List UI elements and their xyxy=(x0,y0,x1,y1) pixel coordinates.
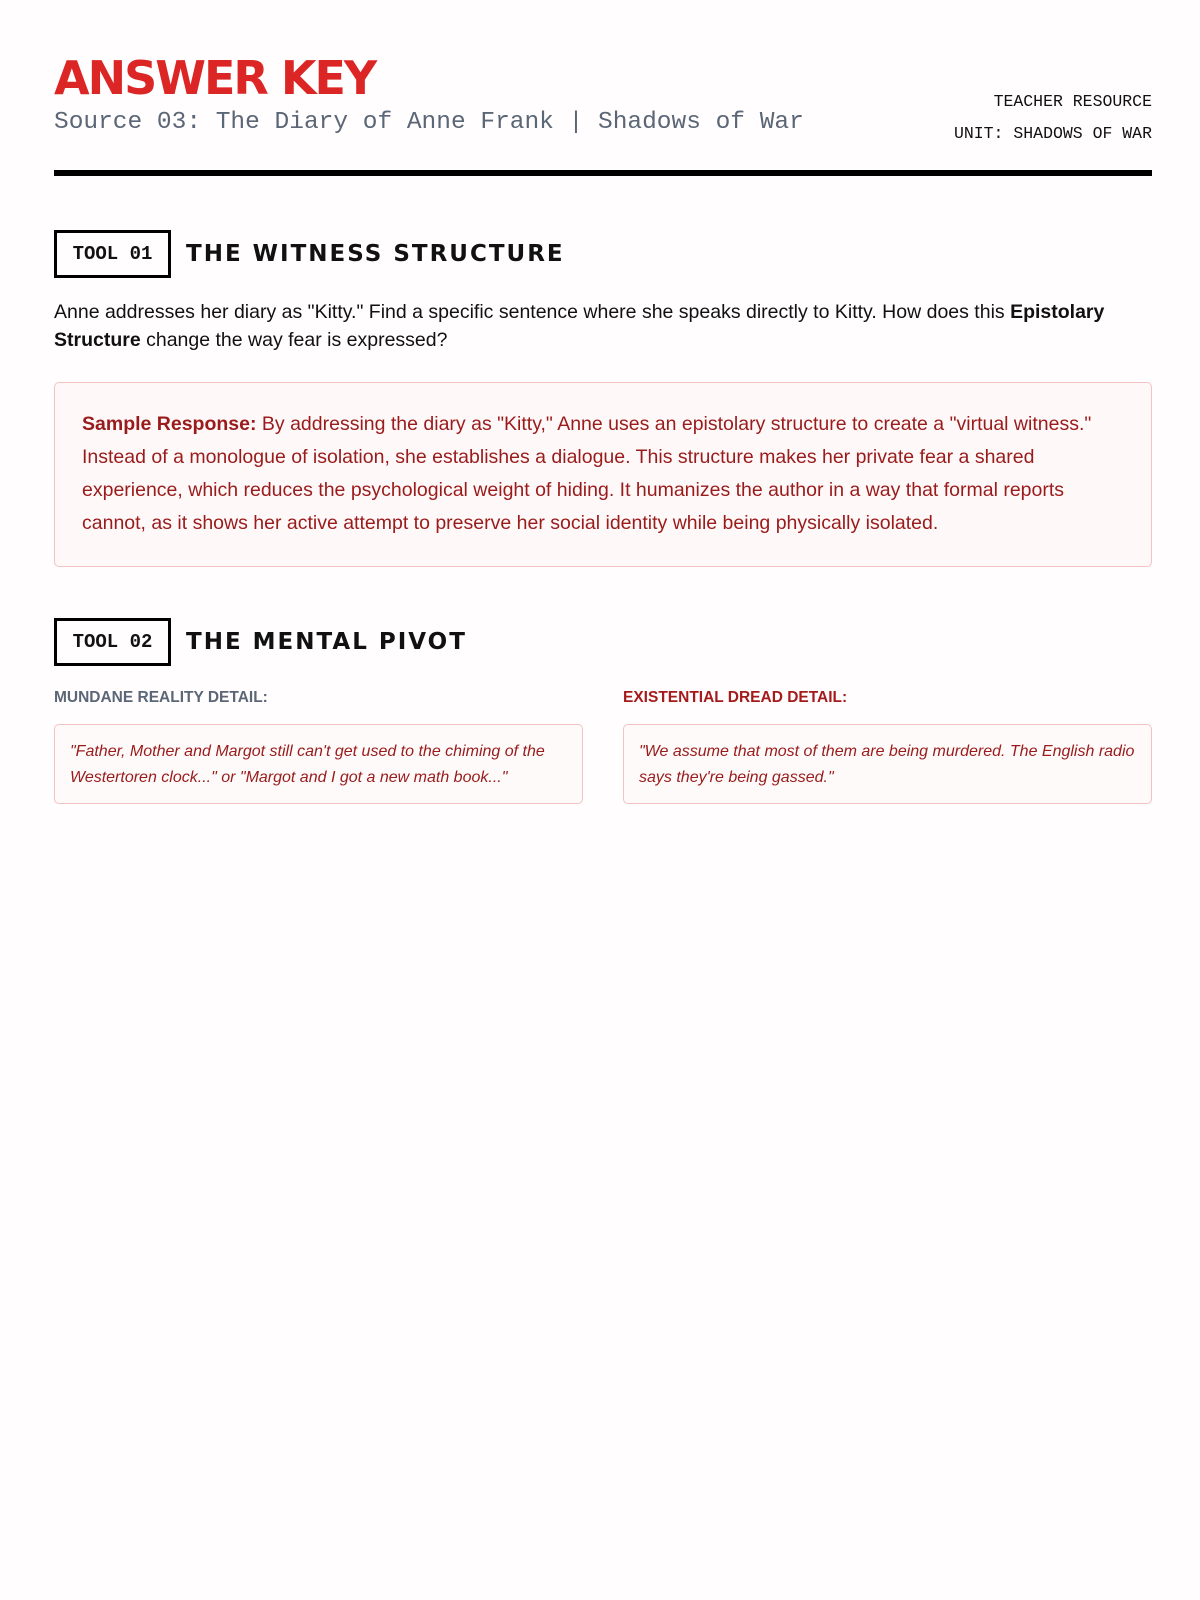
tool-01-section xyxy=(54,230,1152,567)
teacher-resource-label: TEACHER RESOURCE xyxy=(993,92,1152,111)
tool-01-question xyxy=(54,298,1152,354)
header-divider xyxy=(54,170,1152,176)
page-subtitle: Source 03: The Diary of Anne Frank | Shadows of War xyxy=(54,109,804,136)
mundane-column xyxy=(54,688,583,804)
question-emphasis: Epistolary Structure xyxy=(54,301,1105,351)
question-text-start: Anne addresses her diary as "Kitty." Find a specific sentence where she speaks directly to Kitty. How does this xyxy=(54,301,1011,323)
page-header xyxy=(54,52,1152,176)
sample-response-box xyxy=(54,382,1152,567)
header-meta xyxy=(954,86,1152,150)
dread-label: EXISTENTIAL DREAD DETAIL: xyxy=(623,689,848,706)
tool-01-header xyxy=(54,230,1152,278)
tool-02-header xyxy=(54,618,1152,666)
tool-02-section xyxy=(54,618,1152,804)
mundane-quote: "Father, Mother and Margot still can't get used to the chiming of the Westertoren clock..." or "Margot and I got a new math book..." xyxy=(54,724,583,804)
tool-02-title: THE MENTAL PIVOT xyxy=(186,629,467,655)
tool-02-badge: TOOL 02 xyxy=(54,618,171,666)
unit-label: UNIT: SHADOWS OF WAR xyxy=(953,124,1152,143)
mundane-label: MUNDANE REALITY DETAIL: xyxy=(54,689,268,706)
answer-key-page xyxy=(54,51,1152,786)
sample-response-label: Sample Response: xyxy=(82,413,257,435)
page-title: ANSWER KEY xyxy=(54,51,376,105)
dread-column xyxy=(623,688,1152,804)
tool-01-badge: TOOL 01 xyxy=(54,230,171,278)
tool-01-title: THE WITNESS STRUCTURE xyxy=(186,241,565,267)
sample-response-text: By addressing the diary as "Kitty," Anne uses an epistolary structure to create a "virtual witness." Instead of a monologue of isolation, she establishes a dialogue. This structure makes her private fear a shared experience, which reduces the psychological weight of hiding. It humanizes the author in a way that formal reports cannot, as it shows her active attempt to preserve her social identity while being physically isolated. xyxy=(82,413,1092,534)
question-text-end: change the way fear is expressed? xyxy=(140,329,448,351)
dread-quote: "We assume that most of them are being murdered. The English radio says they're being gassed." xyxy=(623,724,1152,804)
detail-columns xyxy=(54,688,1152,804)
